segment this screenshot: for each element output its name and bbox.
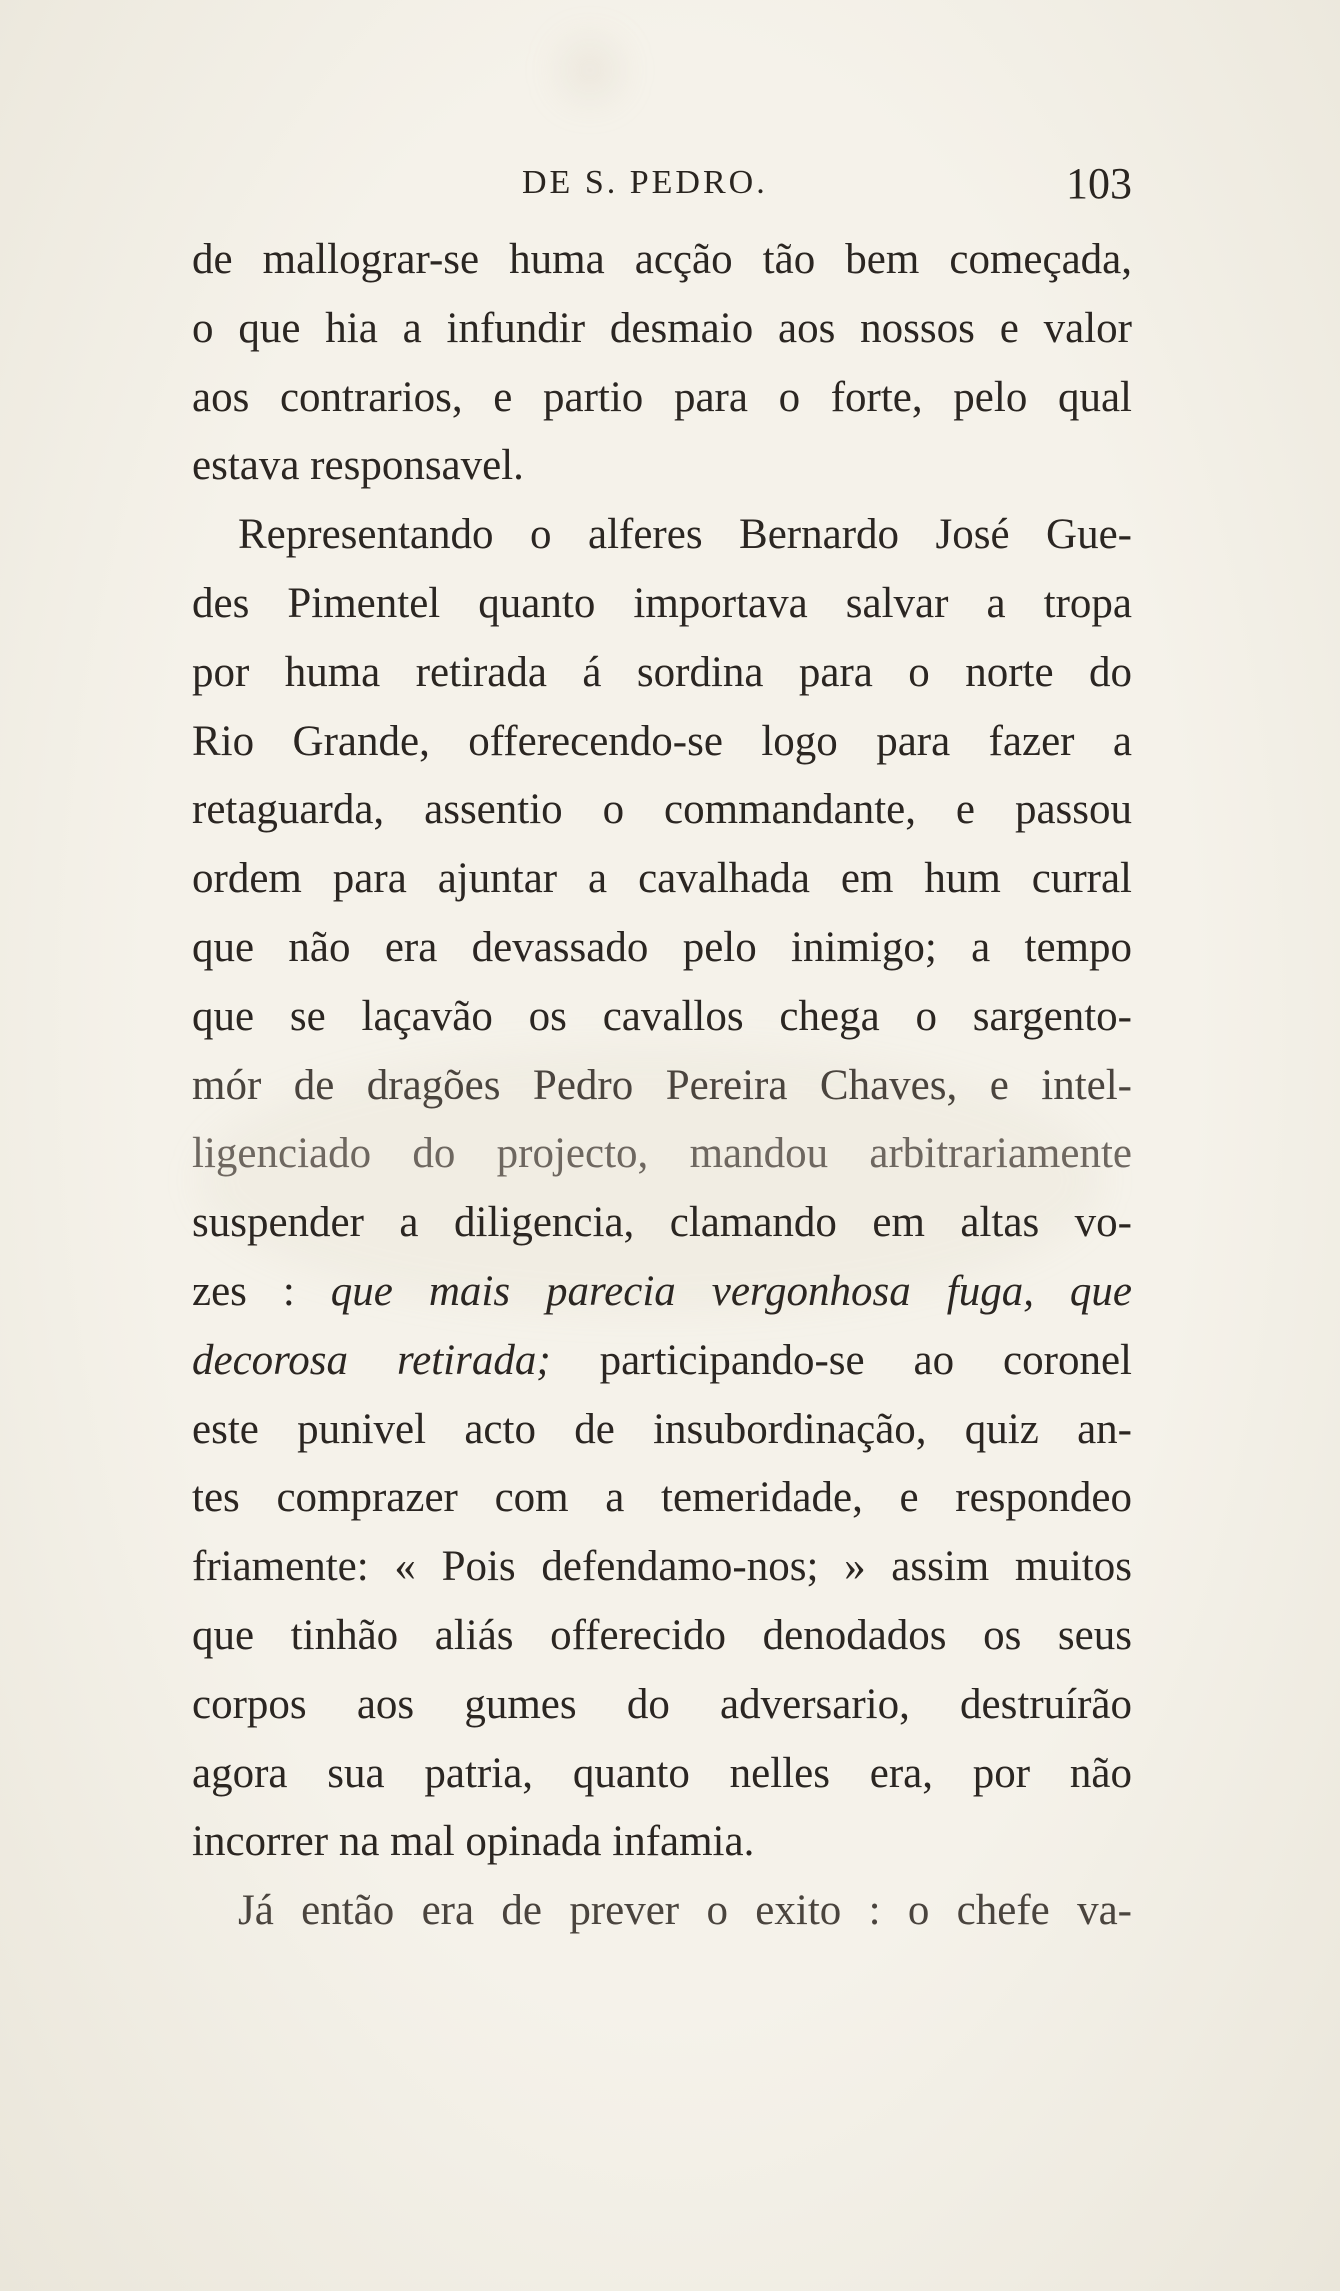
text-line: [192, 432, 1132, 501]
text-segment: por huma retirada á sordina para o norte do: [192, 648, 1132, 696]
text-line: [192, 845, 1132, 914]
text-segment: que tinhão aliás offerecido denodados os seus: [192, 1611, 1132, 1659]
text-line: [192, 1327, 1132, 1396]
text-segment: estava responsavel.: [192, 442, 524, 490]
page-stain: [560, 40, 620, 100]
text-line: [192, 1877, 1132, 1946]
text-line: [192, 501, 1132, 570]
text-segment: Representando o alferes Bernardo José Gue-: [238, 511, 1132, 559]
text-segment: Rio Grande, offerecendo-se logo para fazer a: [192, 717, 1132, 765]
italic-segment: que mais parecia vergonhosa fuga, que: [330, 1267, 1132, 1315]
text-segment: Já então era de prever o exito : o chefe va-: [238, 1887, 1132, 1935]
text-segment: friamente: « Pois defendamo-nos; » assim muitos: [192, 1543, 1132, 1591]
text-line: [192, 295, 1132, 364]
text-segment: ligenciado do projecto, mandou arbitrariamente: [192, 1130, 1132, 1178]
body-text: [192, 226, 1132, 1946]
text-segment: este punivel acto de insubordinação, quiz an-: [192, 1405, 1132, 1453]
text-line: [192, 1052, 1132, 1121]
text-line: [192, 1808, 1132, 1877]
text-line: [192, 1189, 1132, 1258]
text-segment: retaguarda, assentio o commandante, e passou: [192, 786, 1132, 834]
text-line: [192, 1671, 1132, 1740]
text-segment: mór de dragões Pedro Pereira Chaves, e intel-: [192, 1061, 1132, 1109]
text-line: [192, 776, 1132, 845]
text-line: [192, 914, 1132, 983]
text-line: [192, 708, 1132, 777]
page-number: 103: [1066, 159, 1132, 208]
text-segment: incorrer na mal opinada infamia.: [192, 1818, 755, 1866]
text-line: [192, 639, 1132, 708]
text-segment: corpos aos gumes do adversario, destruírão: [192, 1680, 1132, 1728]
text-segment: ordem para ajuntar a cavalhada em hum curral: [192, 855, 1132, 903]
text-line: [192, 1464, 1132, 1533]
text-line: [192, 1120, 1132, 1189]
text-line: [192, 1396, 1132, 1465]
text-line: [192, 1602, 1132, 1671]
text-segment: zes :: [192, 1267, 331, 1315]
text-line: [192, 983, 1132, 1052]
text-segment: suspender a diligencia, clamando em altas vo-: [192, 1199, 1132, 1247]
text-line: [192, 1258, 1132, 1327]
italic-segment: decorosa retirada;: [192, 1336, 551, 1384]
text-line: [192, 1740, 1132, 1809]
text-line: [192, 1533, 1132, 1602]
running-head: DE S. PEDRO.: [522, 164, 768, 201]
text-segment: de mallograr-se huma acção tão bem começada,: [192, 236, 1132, 283]
text-segment: que se laçavão os cavallos chega o sargento-: [192, 992, 1132, 1040]
text-segment: participando-se ao coronel: [550, 1336, 1132, 1384]
text-line: [192, 226, 1132, 295]
text-segment: des Pimentel quanto importava salvar a tropa: [192, 579, 1132, 627]
text-line: [192, 570, 1132, 639]
text-segment: o que hia a infundir desmaio aos nossos e valor: [192, 304, 1132, 352]
text-segment: que não era devassado pelo inimigo; a tempo: [192, 923, 1132, 971]
page-header: [192, 158, 1132, 206]
text-segment: agora sua patria, quanto nelles era, por não: [192, 1749, 1132, 1797]
text-segment: tes comprazer com a temeridade, e respondeo: [192, 1474, 1132, 1522]
text-line: [192, 364, 1132, 433]
text-segment: aos contrarios, e partio para o forte, pelo qual: [192, 373, 1132, 421]
